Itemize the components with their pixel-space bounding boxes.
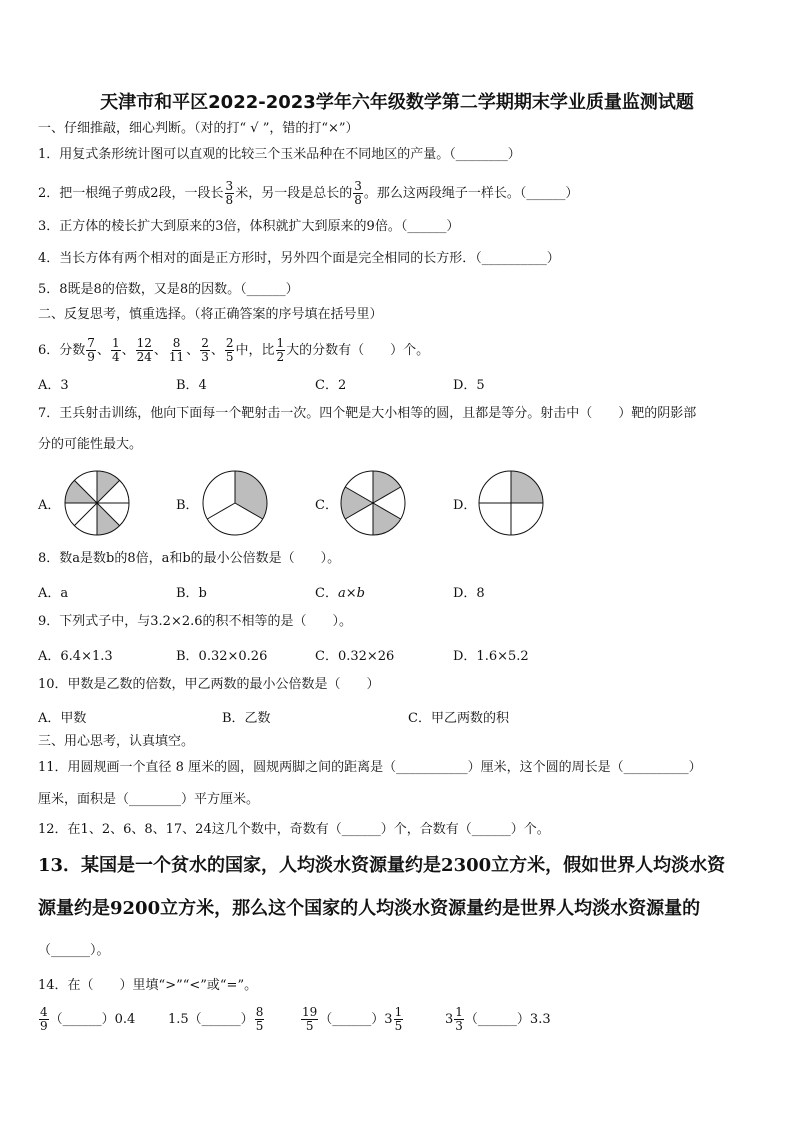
q10-option-b: B．乙数 xyxy=(222,711,271,726)
section-3-heading: 三、用心思考，认真填空。 xyxy=(38,734,195,749)
q8-option-c: C．a×b xyxy=(315,586,365,601)
question-14: 14．在（ ）里填“>”“<”或“=”。 xyxy=(38,978,258,993)
question-13-line3: （______）。 xyxy=(38,943,110,958)
target-a-8-sectors xyxy=(64,470,130,536)
q7-option-c: C． xyxy=(315,498,338,513)
question-8: 8．数a是数b的8倍，a和b的最小公倍数是（ ）。 xyxy=(38,551,341,566)
question-3: 3．正方体的棱长扩大到原来的3倍，体积就扩大到原来的9倍。（______） xyxy=(38,219,460,234)
question-6: 6．分数 $\frac{7}{9}$ 、 $\frac{1}{4}$ 、 $\frac{12}{24}$ 、 $\frac{8}{11}$ 、 $\frac{2}{3}$ 、 $\frac{2}{5}$ 中，比 $\frac{1}{2}$ 大的分数有（ ）个。 xyxy=(38,336,430,364)
q8-option-d: D．8 xyxy=(453,586,485,601)
question-5: 5．8既是8的倍数，又是8的因数。（______） xyxy=(38,282,299,297)
question-2: 2．把一根绳子剪成2段，一段长 $\frac{3}{8}$ 米，另一段是总长的 $\frac{3}{8}$ 。那么这两段绳子一样长。（______） xyxy=(38,179,579,207)
q14-item-4: 3 $\frac{1}{3}$ （______）3.3 xyxy=(445,1005,551,1033)
question-12: 12．在1、2、6、8、17、24这几个数中，奇数有（______）个，合数有（______）个。 xyxy=(38,822,550,837)
question-7-line1: 7．王兵射击训练，他向下面每一个靶射击一次。四个靶是大小相等的圆，且都是等分。射击中（ ）靶的阴影部 xyxy=(38,406,697,421)
q7-option-a: A． xyxy=(38,498,61,513)
q9-option-d: D．1.6×5.2 xyxy=(453,649,529,664)
question-1: 1．用复式条形统计图可以直观的比较三个玉米品种在不同地区的产量。（________） xyxy=(38,147,521,162)
question-13-line2: 源量约是9200立方米，那么这个国家的人均淡水资源量约是世界人均淡水资源量的 xyxy=(38,898,701,919)
q10-option-c: C．甲乙两数的积 xyxy=(408,711,509,726)
question-10: 10．甲数是乙数的倍数，甲乙两数的最小公倍数是（ ） xyxy=(38,677,380,692)
q9-option-c: C．0.32×26 xyxy=(315,649,395,664)
question-11-line2: 厘米，面积是（________）平方厘米。 xyxy=(38,792,260,807)
q7-option-b: B． xyxy=(176,498,199,513)
fraction: $\frac{3}{8}$ xyxy=(225,179,234,207)
question-13-line1: 13．某国是一个贫水的国家，人均淡水资源量约是2300立方米，假如世界人均淡水资 xyxy=(38,855,726,876)
q14-item-3: $\frac{19}{5}$ （______）3 $\frac{1}{5}$ xyxy=(302,1005,403,1033)
fraction: $\frac{3}{8}$ xyxy=(354,179,362,207)
question-4: 4．当长方体有两个相对的面是正方形时，另外四个面是完全相同的长方形．（__________） xyxy=(38,251,560,266)
q6-option-b: B．4 xyxy=(176,378,207,393)
page-title: 天津市和平区2022-2023学年六年级数学第二学期期末学业质量监测试题 xyxy=(100,92,694,113)
q6-option-d: D．5 xyxy=(453,378,485,393)
q9-option-b: B．0.32×0.26 xyxy=(176,649,268,664)
question-11-line1: 11．用圆规画一个直径 8 厘米的圆，圆规两脚之间的距离是（___________）厘米，这个圆的周长是（__________） xyxy=(38,760,702,775)
section-1-heading: 一、仔细推敲，细心判断。（对的打“ √ ”，错的打“×”） xyxy=(38,121,359,136)
q14-item-2: 1.5（______） $\frac{8}{5}$ xyxy=(168,1005,264,1033)
q8-option-b: B．b xyxy=(176,586,207,601)
target-d-4-sectors xyxy=(478,470,544,536)
target-c-6-sectors xyxy=(340,470,406,536)
q10-option-a: A．甲数 xyxy=(38,711,87,726)
q7-option-d: D． xyxy=(453,498,477,513)
q8-option-a: A．a xyxy=(38,586,69,601)
question-7-line2: 分的可能性最大。 xyxy=(38,437,143,452)
section-2-heading: 二、反复思考，慎重选择。（将正确答案的序号填在括号里） xyxy=(38,307,383,322)
q14-item-1: $\frac{4}{9}$ （______）0.4 xyxy=(40,1005,136,1033)
target-b-3-sectors xyxy=(202,470,268,536)
q6-option-a: A．3 xyxy=(38,378,69,393)
q6-option-c: C．2 xyxy=(315,378,347,393)
question-9: 9．下列式子中，与3.2×2.6的积不相等的是（ ）。 xyxy=(38,614,353,629)
q9-option-a: A．6.4×1.3 xyxy=(38,649,113,664)
